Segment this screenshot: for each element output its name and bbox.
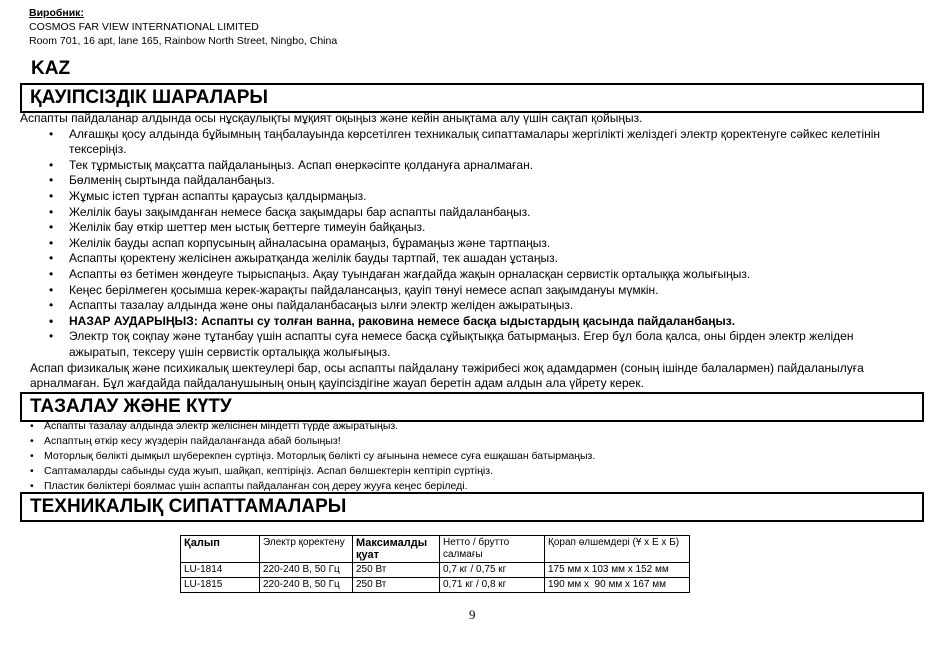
- bullet-icon: •: [49, 173, 54, 188]
- list-item: • Жұмыс істеп тұрған аспапты қараусыз қалдырмаңыз.: [49, 188, 367, 203]
- table-cell: 250 Вт: [353, 563, 440, 578]
- list-item: • Пластик бөліктері боялмас үшін аспапты пайдаланған соң дереу жууға кеңес беріледі.: [30, 480, 468, 492]
- column-header: Максималды қуат: [353, 536, 440, 563]
- table-cell: 175 мм x 103 мм x 152 мм: [545, 563, 690, 578]
- table-cell: LU-1815: [181, 578, 260, 593]
- table-row: [181, 563, 690, 578]
- bullet-icon: •: [30, 435, 34, 447]
- manufacturer-label: Виробник:: [29, 7, 84, 19]
- safety-intro: Аспапты пайдаланар алдында осы нұсқаулықты мұқият оқыңыз және кейін анықтама алу үшін сақтап қойыңыз.: [20, 111, 643, 125]
- list-item: • Алғашқы қосу алдында бұйымның таңбалауында көрсетілген техникалық сипаттамалары жергілікті желіздегі электр қоректенуге сәйкес келетінін тексеріңіз.: [49, 126, 881, 157]
- bullet-icon: •: [49, 298, 54, 313]
- list-item: • Тек тұрмыстық мақсатта пайдаланыңыз. Аспап өнеркәсіпте қолдануға арналмаған.: [49, 157, 534, 172]
- manufacturer-name: COSMOS FAR VIEW INTERNATIONAL LIMITED: [29, 21, 259, 33]
- bullet-icon: •: [49, 282, 54, 297]
- safety-outro: Аспап физикалық және психикалық шектеулері бар, осы аспапты пайдалану тәжірибесі жоқ адамдармен (соның ішінде балалармен) пайдаланылуға арналмаған. Бұл жағдайда пайдаланушының оның қауіпсіздігіне жауап беретін адам алдын ала үйрету керек.: [30, 360, 864, 391]
- safety-heading: ҚАУІПСІЗДІК ШАРАЛАРЫ: [20, 83, 924, 113]
- table-cell: 220-240 В, 50 Гц: [260, 563, 353, 578]
- care-list: [20, 419, 920, 494]
- list-item: • Желілік бауы зақымданған немесе басқа зақымдары бар аспапты пайдаланбаңыз.: [49, 204, 531, 219]
- safety-list: [20, 127, 910, 361]
- bullet-icon: •: [49, 251, 54, 266]
- page-number: 9: [469, 607, 476, 622]
- bullet-icon: •: [30, 465, 34, 477]
- list-item: • Желілік бауды аспап корпусының айналасына орамаңыз, бұрамаңыз және тартпаңыз.: [49, 235, 551, 250]
- specs-table: [180, 535, 690, 593]
- care-section: [20, 419, 920, 494]
- table-cell: 190 мм x 90 мм x 167 мм: [545, 578, 690, 593]
- manufacturer-address: Room 701, 16 apt, lane 165, Rainbow North Street, Ningbo, China: [29, 35, 338, 47]
- list-item: • Бөлменің сыртында пайдаланбаңыз.: [49, 173, 275, 188]
- manufacturer-block: [29, 6, 337, 48]
- bullet-icon: •: [49, 329, 54, 344]
- list-item: • Аспапты тазалау алдында және оны пайдаланбасаңыз ылғи электр желіден ажыратыңыз.: [49, 298, 574, 313]
- bullet-icon: •: [49, 266, 54, 281]
- table-cell: 0,7 кг / 0,75 кг: [440, 563, 545, 578]
- table-cell: 0,71 кг / 0,8 кг: [440, 578, 545, 593]
- list-item: • Саптамаларды сабынды суда жуып, шайқап, кептіріңіз. Аспап бөлшектерін кептіріп сүртіңіз.: [30, 465, 493, 477]
- list-item: • Кеңес берілмеген қосымша керек-жарақты пайдалансаңыз, қауіп төнуі немесе аспап зақымдануы мүмкін.: [49, 282, 659, 297]
- column-header: Қорап өлшемдері (Ұ x Е x Б): [545, 536, 690, 563]
- table-row: [181, 578, 690, 593]
- column-header: Нетто / брутто салмағы: [440, 536, 545, 563]
- list-item: • Электр тоқ соқпау және тұтанбау үшін аспапты суға немесе басқа сұйықтыққа батырмаңыз. Егер бұл бола қалса, оны бірден электр желіден ажыратып, тексеру үшін сервистік орталыққа жолығыңыз.: [49, 329, 854, 359]
- bullet-icon: •: [30, 420, 34, 432]
- bullet-icon: •: [49, 126, 54, 141]
- list-item: • Желілік бау өткір шеттер мен ыстық беттерге тимеуін байқаңыз.: [49, 220, 426, 235]
- bullet-icon: •: [49, 204, 54, 219]
- bullet-icon: •: [49, 157, 54, 172]
- list-item: • Аспаптың өткір кесу жүздерін пайдаланғанда абай болыңыз!: [30, 435, 341, 447]
- safety-section: [20, 111, 930, 392]
- bullet-icon: •: [30, 480, 34, 492]
- bullet-icon: •: [49, 235, 54, 250]
- bullet-icon: •: [49, 188, 54, 203]
- list-item: • Аспапты өз бетімен жөндеуге тырыспаңыз. Ақау туындаған жағдайда жақын орналасқан сервистік орталыққа жолығыңыз.: [49, 266, 751, 281]
- specs-heading: ТЕХНИКАЛЫҚ СИПАТТАМАЛАРЫ: [20, 492, 924, 522]
- table-cell: 220-240 В, 50 Гц: [260, 578, 353, 593]
- list-item: • Аспапты қоректену желісінен ажыратқанда желілік бауды тартпай, тек ашадан ұстаңыз.: [49, 251, 558, 266]
- table-cell: 250 Вт: [353, 578, 440, 593]
- bullet-icon: •: [49, 313, 54, 328]
- care-heading: ТАЗАЛАУ ЖӘНЕ КҮТУ: [20, 392, 924, 422]
- list-item: • Моторлық бөлікті дымқыл шүберекпен сүртіңіз. Моторлық бөлікті су ағынына немесе суға ешқашан батырмаңыз.: [30, 450, 596, 462]
- warning-item: • НАЗАР АУДАРЫҢЫЗ: Аспапты су толған ванна, раковина немесе басқа ыдыстардың қасында пайдаланбаңыз.: [49, 313, 736, 328]
- bullet-icon: •: [30, 450, 34, 462]
- language-code: KAZ: [31, 58, 71, 79]
- table-header-row: [181, 536, 690, 563]
- column-header: Электр қоректену: [260, 536, 353, 563]
- table-cell: LU-1814: [181, 563, 260, 578]
- column-header: Қалып: [181, 536, 260, 563]
- list-item: • Аспапты тазалау алдында электр желісінен міндетті түрде ажыратыңыз.: [30, 420, 399, 432]
- bullet-icon: •: [49, 220, 54, 235]
